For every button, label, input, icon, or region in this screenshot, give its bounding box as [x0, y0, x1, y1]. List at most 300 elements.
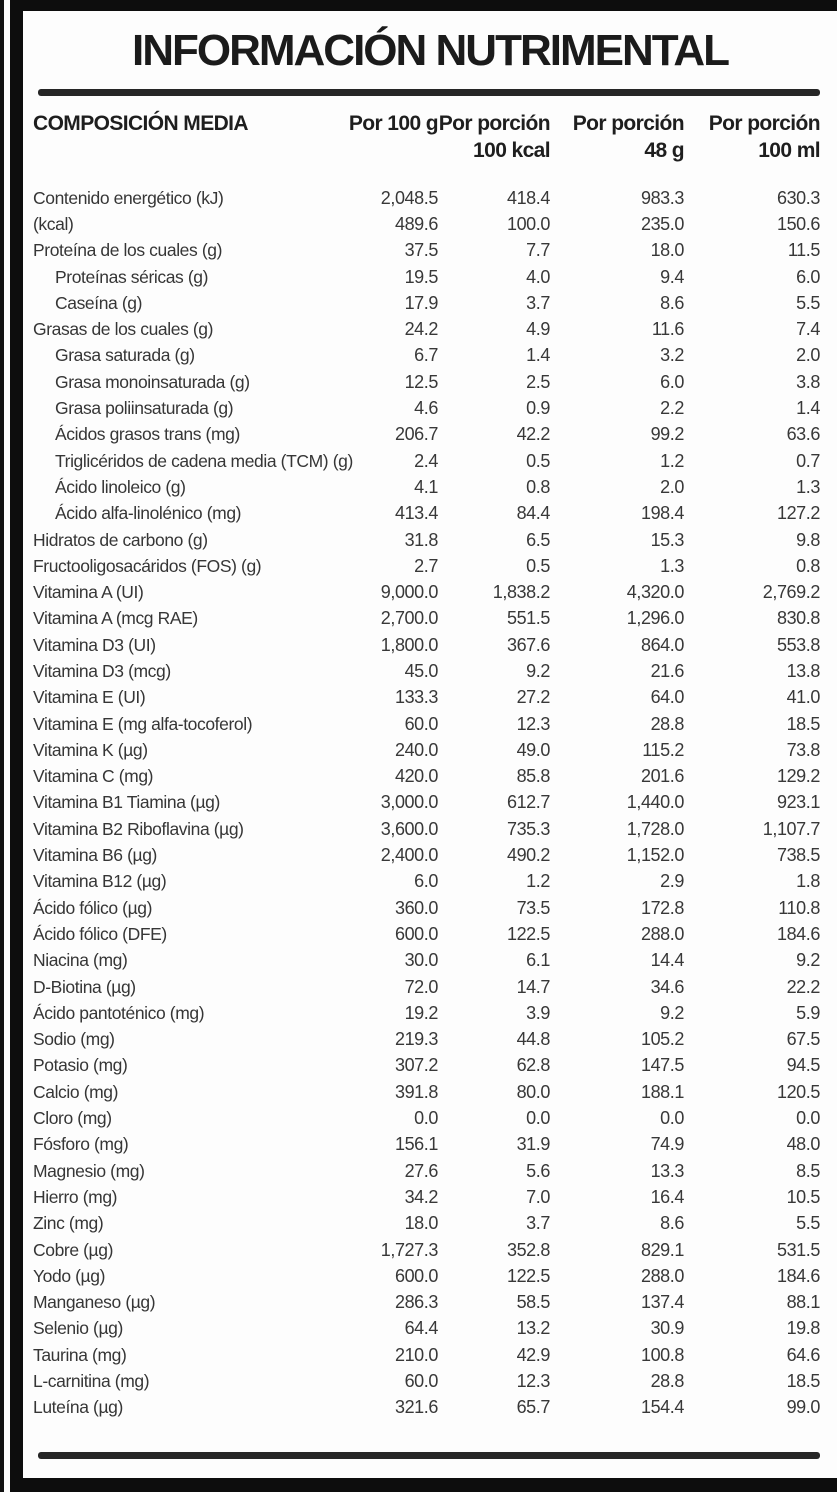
row-value: 201.6 — [640, 766, 684, 787]
row-value: 198.4 — [640, 503, 684, 524]
row-value: 42.2 — [516, 424, 550, 445]
row-value: 4,320.0 — [626, 582, 684, 603]
row-label: Calcio (mg) — [33, 1081, 119, 1102]
row-value: 7.4 — [796, 319, 820, 340]
row-label: Vitamina D3 (mcg) — [33, 660, 171, 681]
row-value: 738.5 — [776, 845, 820, 866]
table-row — [23, 1368, 837, 1394]
row-value: 288.0 — [640, 1265, 684, 1286]
row-value: 19.5 — [404, 266, 438, 287]
row-value: 0.5 — [526, 555, 550, 576]
table-row — [23, 264, 837, 290]
row-value: 154.4 — [640, 1397, 684, 1418]
row-value: 3.7 — [526, 292, 550, 313]
column-header-per-portion-48g — [550, 110, 684, 164]
row-value: 100.8 — [640, 1344, 684, 1365]
row-value: 553.8 — [776, 634, 820, 655]
row-value: 8.6 — [660, 1213, 684, 1234]
row-value: 105.2 — [640, 1029, 684, 1050]
row-value: 21.6 — [650, 660, 684, 681]
row-label: Grasa poliinsaturada (g) — [55, 398, 234, 419]
row-value: 5.5 — [796, 292, 820, 313]
row-value: 307.2 — [394, 1055, 438, 1076]
column-header-per-100g — [328, 110, 438, 164]
row-value: 0.0 — [660, 1108, 684, 1129]
row-value: 1.3 — [796, 476, 820, 497]
row-value: 73.5 — [516, 897, 550, 918]
column-header-per-portion-100ml — [684, 110, 820, 164]
row-label: Vitamina B1 Tiamina (µg) — [33, 792, 220, 813]
row-value: 156.1 — [394, 1134, 438, 1155]
row-value: 1,727.3 — [380, 1239, 438, 1260]
row-value: 1.4 — [796, 398, 820, 419]
row-value: 206.7 — [394, 424, 438, 445]
row-label: Vitamina C (mg) — [33, 766, 154, 787]
row-value: 7.0 — [526, 1186, 550, 1207]
column-header-line2: 100 ml — [758, 139, 820, 162]
row-value: 219.3 — [394, 1029, 438, 1050]
row-value: 5.9 — [796, 1002, 820, 1023]
row-label: Caseína (g) — [55, 292, 143, 313]
label-content — [23, 26, 837, 1492]
row-label: (kcal) — [33, 213, 74, 234]
row-value: 27.6 — [404, 1160, 438, 1181]
column-header-line1: Por porción — [572, 112, 684, 135]
row-label: Grasa monoinsaturada (g) — [55, 371, 250, 392]
row-value: 1,296.0 — [626, 608, 684, 629]
row-value: 100.0 — [506, 213, 550, 234]
row-value: 19.8 — [786, 1318, 820, 1339]
row-value: 9.4 — [660, 266, 684, 287]
row-label: Niacina (mg) — [33, 950, 128, 971]
row-value: 286.3 — [394, 1292, 438, 1313]
table-row — [23, 422, 837, 448]
row-value: 360.0 — [394, 897, 438, 918]
row-value: 129.2 — [776, 766, 820, 787]
table-row — [23, 185, 837, 211]
row-value: 80.0 — [516, 1081, 550, 1102]
row-label: L-carnitina (mg) — [33, 1371, 150, 1391]
row-label: Manganeso (µg) — [33, 1292, 156, 1313]
table-row — [23, 685, 837, 711]
row-value: 9,000.0 — [380, 582, 438, 603]
table-row — [23, 921, 837, 947]
row-label: Vitamina B12 (µg) — [33, 871, 167, 892]
row-label: D-Biotina (µg) — [33, 976, 136, 997]
row-label: Proteínas séricas (g) — [55, 266, 209, 287]
row-label: Vitamina K (µg) — [33, 739, 148, 760]
row-value: 9.8 — [796, 529, 820, 550]
table-row — [23, 211, 837, 237]
row-value: 22.2 — [786, 976, 820, 997]
row-value: 735.3 — [506, 818, 550, 839]
row-value: 1,838.2 — [492, 582, 550, 603]
row-value: 235.0 — [640, 213, 684, 234]
table-row — [23, 658, 837, 684]
row-value: 490.2 — [506, 845, 550, 866]
row-value: 2,700.0 — [380, 608, 438, 629]
row-value: 18.5 — [786, 1371, 820, 1391]
table-row — [23, 1000, 837, 1026]
row-label: Sodio (mg) — [33, 1029, 115, 1050]
row-value: 9.2 — [660, 1002, 684, 1023]
row-label: Vitamina B2 Riboflavina (µg) — [33, 818, 244, 839]
table-row — [23, 790, 837, 816]
row-value: 3.9 — [526, 1002, 550, 1023]
row-label: Ácido pantoténico (mg) — [33, 1002, 205, 1023]
row-value: 94.5 — [786, 1055, 820, 1076]
row-value: 18.0 — [404, 1213, 438, 1234]
row-label: Ácido alfa-linolénico (mg) — [55, 503, 242, 524]
row-value: 13.3 — [650, 1160, 684, 1181]
row-label: Ácido fólico (µg) — [33, 897, 153, 918]
table-row — [23, 1132, 837, 1158]
label-frame — [10, 0, 837, 1492]
row-value: 413.4 — [394, 503, 438, 524]
row-value: 6.0 — [796, 266, 820, 287]
row-value: 4.1 — [414, 476, 438, 497]
row-value: 1,152.0 — [626, 845, 684, 866]
row-value: 41.0 — [786, 687, 820, 708]
row-value: 127.2 — [776, 503, 820, 524]
table-row — [23, 501, 837, 527]
table-row — [23, 1158, 837, 1184]
row-value: 133.3 — [394, 687, 438, 708]
row-value: 600.0 — [394, 1265, 438, 1286]
row-value: 31.9 — [516, 1134, 550, 1155]
row-value: 64.0 — [650, 687, 684, 708]
row-value: 1,728.0 — [626, 818, 684, 839]
row-value: 1,107.7 — [762, 818, 820, 839]
row-value: 531.5 — [776, 1239, 820, 1260]
row-label: Hidratos de carbono (g) — [33, 529, 208, 550]
row-value: 5.5 — [796, 1213, 820, 1234]
row-value: 0.0 — [796, 1108, 820, 1129]
row-value: 2.9 — [660, 871, 684, 892]
row-value: 16.4 — [650, 1186, 684, 1207]
row-value: 1,440.0 — [626, 792, 684, 813]
row-value: 18.5 — [786, 713, 820, 734]
table-row — [23, 369, 837, 395]
row-value: 0.0 — [414, 1108, 438, 1129]
row-value: 829.1 — [640, 1239, 684, 1260]
row-value: 0.7 — [796, 450, 820, 471]
row-value: 12.3 — [516, 713, 550, 734]
row-value: 630.3 — [776, 187, 820, 208]
table-row — [23, 395, 837, 421]
row-value: 2.2 — [660, 398, 684, 419]
row-value: 14.7 — [516, 976, 550, 997]
row-label: Vitamina A (mcg RAE) — [33, 608, 198, 629]
row-value: 184.6 — [776, 923, 820, 944]
row-value: 3,600.0 — [380, 818, 438, 839]
row-value: 37.5 — [404, 240, 438, 261]
table-row — [23, 1342, 837, 1368]
row-value: 0.5 — [526, 450, 550, 471]
table-row — [23, 974, 837, 1000]
row-value: 6.0 — [660, 371, 684, 392]
row-label: Ácido fólico (DFE) — [33, 923, 167, 944]
table-row — [23, 1079, 837, 1105]
row-value: 67.5 — [786, 1029, 820, 1050]
row-value: 115.2 — [642, 739, 684, 760]
row-value: 2,769.2 — [762, 582, 820, 603]
row-value: 34.6 — [650, 976, 684, 997]
row-value: 72.0 — [404, 976, 438, 997]
table-row — [23, 842, 837, 868]
row-value: 551.5 — [506, 608, 550, 629]
row-value: 64.6 — [786, 1344, 820, 1365]
bottom-divider — [38, 1452, 820, 1459]
row-value: 147.5 — [640, 1055, 684, 1076]
row-value: 30.9 — [650, 1318, 684, 1339]
column-header-line1: Por 100 g — [348, 112, 438, 135]
row-label: Hierro (mg) — [33, 1186, 118, 1207]
row-value: 352.8 — [506, 1239, 550, 1260]
row-label: Fructooligosacáridos (FOS) (g) — [33, 555, 262, 576]
row-label: Vitamina A (UI) — [33, 582, 144, 603]
row-value: 13.8 — [786, 660, 820, 681]
row-value: 420.0 — [394, 766, 438, 787]
row-value: 19.2 — [404, 1002, 438, 1023]
row-label: Vitamina E (mg alfa-tocoferol) — [33, 713, 253, 734]
row-value: 64.4 — [404, 1318, 438, 1339]
row-label: Taurina (mg) — [33, 1344, 127, 1365]
row-value: 110.8 — [778, 897, 820, 918]
row-value: 1.3 — [660, 555, 684, 576]
table-row — [23, 579, 837, 605]
row-value: 2.5 — [526, 371, 550, 392]
page-title: INFORMACIÓN NUTRIMENTAL — [132, 26, 728, 75]
row-value: 7.7 — [526, 240, 550, 261]
row-label: Potasio (mg) — [33, 1055, 128, 1076]
row-value: 3.8 — [796, 371, 820, 392]
row-value: 2.4 — [414, 450, 438, 471]
row-label: Vitamina D3 (UI) — [33, 634, 156, 655]
row-value: 6.7 — [414, 345, 438, 366]
row-value: 0.0 — [526, 1108, 550, 1129]
row-value: 4.9 — [526, 319, 550, 340]
table-row — [23, 290, 837, 316]
row-label: Vitamina B6 (µg) — [33, 845, 157, 866]
row-value: 830.8 — [776, 608, 820, 629]
row-value: 74.9 — [650, 1134, 684, 1155]
row-value: 2.0 — [796, 345, 820, 366]
table-rows — [23, 185, 837, 1421]
row-value: 600.0 — [394, 923, 438, 944]
table-row — [23, 606, 837, 632]
row-value: 99.2 — [650, 424, 684, 445]
row-value: 391.8 — [394, 1081, 438, 1102]
row-label: Grasa saturada (g) — [55, 345, 195, 366]
table-row — [23, 816, 837, 842]
row-value: 28.8 — [650, 713, 684, 734]
row-value: 24.2 — [404, 319, 438, 340]
row-value: 3.7 — [526, 1213, 550, 1234]
table-row — [23, 1289, 837, 1315]
table-row — [23, 553, 837, 579]
row-label: Proteína de los cuales (g) — [33, 240, 223, 261]
row-value: 65.7 — [516, 1397, 550, 1418]
row-label: Grasas de los cuales (g) — [33, 319, 214, 340]
column-header-line2: 48 g — [644, 139, 684, 162]
column-header-line1: Por porción — [438, 112, 550, 135]
table-row — [23, 316, 837, 342]
row-value: 2,400.0 — [380, 845, 438, 866]
row-value: 15.3 — [650, 529, 684, 550]
row-value: 188.1 — [640, 1081, 684, 1102]
row-value: 58.5 — [516, 1292, 550, 1313]
row-value: 31.8 — [404, 529, 438, 550]
row-value: 1.8 — [796, 871, 820, 892]
table-row — [23, 448, 837, 474]
row-value: 6.0 — [414, 871, 438, 892]
row-value: 42.9 — [516, 1344, 550, 1365]
row-value: 60.0 — [404, 713, 438, 734]
row-value: 85.8 — [516, 766, 550, 787]
row-value: 12.5 — [404, 371, 438, 392]
table-row — [23, 527, 837, 553]
row-value: 30.0 — [404, 950, 438, 971]
row-value: 0.9 — [526, 398, 550, 419]
table-row — [23, 737, 837, 763]
row-value: 34.2 — [404, 1186, 438, 1207]
row-value: 3,000.0 — [380, 792, 438, 813]
row-value: 17.9 — [404, 292, 438, 313]
row-value: 288.0 — [640, 923, 684, 944]
row-value: 11.6 — [651, 319, 684, 340]
table-row — [23, 238, 837, 264]
row-value: 172.8 — [640, 897, 684, 918]
row-value: 4.6 — [414, 398, 438, 419]
row-label: Ácido linoleico (g) — [55, 476, 186, 497]
row-value: 150.6 — [776, 213, 820, 234]
row-value: 122.5 — [506, 923, 550, 944]
row-value: 44.8 — [516, 1029, 550, 1050]
table-header — [23, 110, 837, 164]
table-row — [23, 1237, 837, 1263]
table-row — [23, 1105, 837, 1131]
row-value: 99.0 — [786, 1397, 820, 1418]
table-row — [23, 343, 837, 369]
table-row — [23, 1211, 837, 1237]
row-value: 137.4 — [640, 1292, 684, 1313]
column-header-line2: 100 kcal — [473, 139, 550, 162]
row-label: Contenido energético (kJ) — [33, 187, 224, 208]
row-label: Ácidos grasos trans (mg) — [55, 424, 240, 445]
table-row — [23, 632, 837, 658]
row-value: 2,048.5 — [380, 187, 438, 208]
row-value: 240.0 — [394, 739, 438, 760]
row-value: 9.2 — [526, 660, 550, 681]
row-value: 6.5 — [526, 529, 550, 550]
scan-edge-line — [0, 0, 4, 1492]
table-row — [23, 1395, 837, 1421]
row-value: 418.4 — [506, 187, 550, 208]
row-value: 60.0 — [404, 1371, 438, 1391]
row-value: 49.0 — [516, 739, 550, 760]
row-label: Triglicéridos de cadena media (TCM) (g) — [55, 450, 353, 471]
row-label: Yodo (µg) — [33, 1265, 105, 1286]
title-divider — [38, 89, 820, 96]
row-value: 3.2 — [660, 345, 684, 366]
row-value: 4.0 — [526, 266, 550, 287]
row-label: Zinc (mg) — [33, 1213, 104, 1234]
table-row — [23, 711, 837, 737]
row-value: 1,800.0 — [380, 634, 438, 655]
row-value: 8.6 — [660, 292, 684, 313]
table-row — [23, 869, 837, 895]
row-value: 864.0 — [640, 634, 684, 655]
row-value: 63.6 — [786, 424, 820, 445]
row-value: 6.1 — [526, 950, 550, 971]
row-value: 88.1 — [786, 1292, 820, 1313]
row-label: Luteína (µg) — [33, 1397, 123, 1418]
row-value: 0.8 — [796, 555, 820, 576]
row-value: 11.5 — [787, 240, 820, 261]
row-value: 367.6 — [506, 634, 550, 655]
row-value: 10.5 — [786, 1186, 820, 1207]
row-value: 5.6 — [526, 1160, 550, 1181]
row-value: 12.3 — [516, 1371, 550, 1391]
row-value: 8.5 — [796, 1160, 820, 1181]
table-row — [23, 1316, 837, 1342]
row-value: 48.0 — [786, 1134, 820, 1155]
column-header-per-portion-100kcal — [438, 110, 550, 164]
table-row — [23, 895, 837, 921]
row-value: 321.6 — [394, 1397, 438, 1418]
row-value: 14.4 — [650, 950, 684, 971]
table-row — [23, 474, 837, 500]
row-value: 2.7 — [414, 555, 438, 576]
table-row — [23, 1263, 837, 1289]
row-value: 2.0 — [660, 476, 684, 497]
row-label: Selenio (µg) — [33, 1318, 123, 1339]
row-value: 9.2 — [796, 950, 820, 971]
table-row — [23, 764, 837, 790]
row-value: 1.2 — [660, 450, 684, 471]
column-header-line1: Por porción — [708, 112, 820, 135]
row-value: 612.7 — [506, 792, 550, 813]
table-row — [23, 1027, 837, 1053]
row-value: 18.0 — [650, 240, 684, 261]
table-row — [23, 1184, 837, 1210]
row-value: 120.5 — [776, 1081, 820, 1102]
row-value: 45.0 — [404, 660, 438, 681]
row-value: 1.2 — [526, 871, 550, 892]
row-value: 983.3 — [640, 187, 684, 208]
row-label: Magnesio (mg) — [33, 1160, 145, 1181]
row-label: Cloro (mg) — [33, 1108, 112, 1129]
row-value: 122.5 — [506, 1265, 550, 1286]
row-value: 28.8 — [650, 1371, 684, 1391]
row-value: 184.6 — [776, 1265, 820, 1286]
row-value: 62.8 — [516, 1055, 550, 1076]
table-row — [23, 948, 837, 974]
row-label: Cobre (µg) — [33, 1239, 113, 1260]
row-label: Fósforo (mg) — [33, 1134, 129, 1155]
row-value: 13.2 — [516, 1318, 550, 1339]
row-value: 84.4 — [516, 503, 550, 524]
row-value: 0.8 — [526, 476, 550, 497]
row-value: 489.6 — [394, 213, 438, 234]
row-value: 923.1 — [776, 792, 820, 813]
row-value: 73.8 — [786, 739, 820, 760]
row-value: 27.2 — [516, 687, 550, 708]
column-header-composition: COMPOSICIÓN MEDIA — [33, 112, 248, 135]
row-label: Vitamina E (UI) — [33, 687, 146, 708]
table-row — [23, 1053, 837, 1079]
